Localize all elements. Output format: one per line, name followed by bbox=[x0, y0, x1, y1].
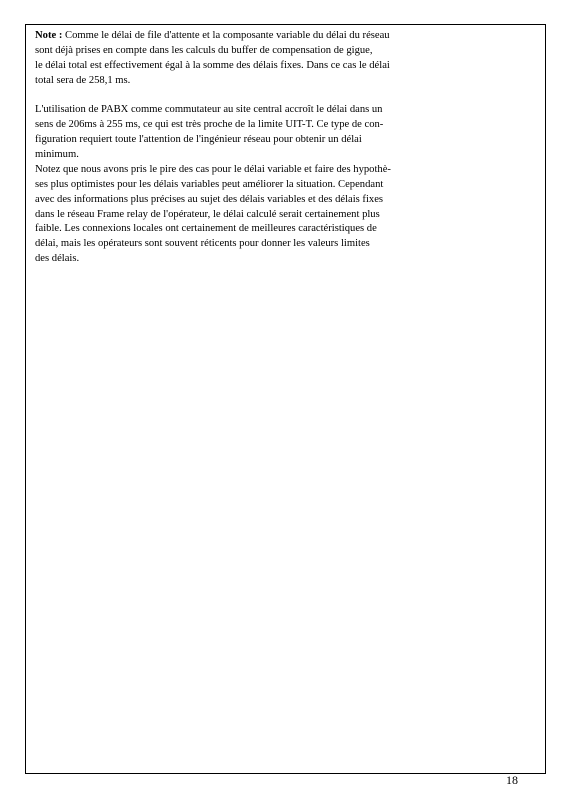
paragraph-line: des délais. bbox=[35, 253, 80, 265]
page-number: 18 bbox=[506, 773, 518, 787]
note-first-line-text: Comme le délai de file d'attente et la composante variable du délai du réseau bbox=[62, 30, 390, 41]
note-first-line bbox=[35, 29, 455, 44]
note-line: sont déjà prises en compte dans les calculs du buffer de compensation de gigue, bbox=[35, 44, 373, 56]
note-line: total sera de 258,1 ms. bbox=[35, 74, 131, 86]
paragraph-line: L'utilisation de PABX comme commutateur au site central accroît le délai dans un bbox=[35, 104, 383, 116]
note-label: Note : bbox=[35, 30, 63, 41]
paragraph-line: avec des informations plus précises au sujet des délais variables et des délais fixes bbox=[35, 193, 384, 205]
paragraph-line: Notez que nous avons pris le pire des cas pour le délai variable et faire des hypothè- bbox=[35, 163, 391, 175]
paragraph-line: ses plus optimistes pour les délais variables peut améliorer la situation. Cependant bbox=[35, 178, 384, 190]
paragraph-line: minimum. bbox=[35, 148, 79, 160]
paragraph-line: délai, mais les opérateurs sont souvent réticents pour donner les valeurs limites bbox=[35, 238, 370, 250]
paragraph-spacer bbox=[35, 89, 455, 104]
paragraph-line: sens de 206ms à 255 ms, ce qui est très proche de la limite UIT-T. Ce type de con- bbox=[35, 119, 384, 131]
pabx-paragraph bbox=[35, 103, 455, 267]
page-content bbox=[35, 29, 455, 267]
paragraph-line: dans le réseau Frame relay de l'opérateur, le délai calculé serait certainement plus bbox=[35, 208, 380, 220]
paragraph-line: figuration requiert toute l'attention de l'ingénieur réseau pour obtenir un délai bbox=[35, 134, 362, 146]
note-line: le délai total est effectivement égal à la somme des délais fixes. Dans ce cas le délai bbox=[35, 59, 390, 71]
paragraph-line: faible. Les connexions locales ont certainement de meilleures caractéristiques de bbox=[35, 223, 377, 235]
note-paragraph bbox=[35, 29, 455, 89]
